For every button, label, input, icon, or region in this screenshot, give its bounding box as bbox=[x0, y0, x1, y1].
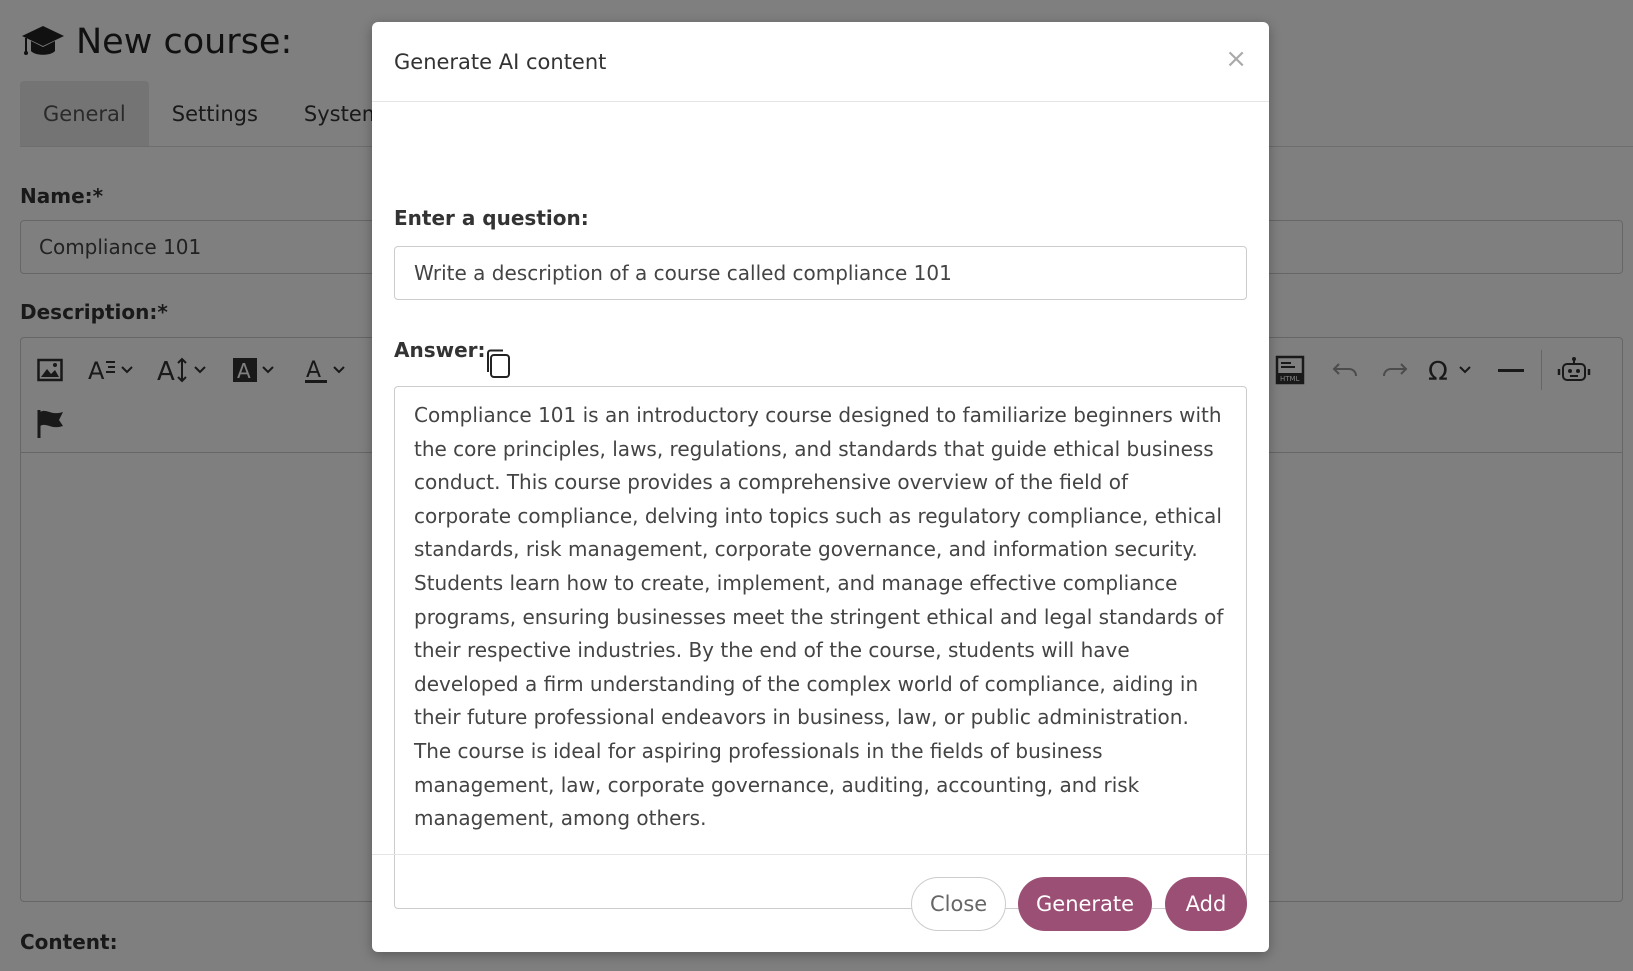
copy-icon[interactable] bbox=[483, 348, 513, 380]
question-input[interactable] bbox=[394, 246, 1247, 300]
close-button[interactable]: Close bbox=[911, 877, 1006, 931]
close-icon[interactable]: × bbox=[1225, 44, 1247, 74]
generate-ai-modal bbox=[372, 22, 1269, 952]
question-label: Enter a question: bbox=[394, 206, 589, 230]
modal-header bbox=[372, 22, 1269, 102]
modal-footer bbox=[372, 854, 1269, 952]
modal-title: Generate AI content bbox=[394, 49, 607, 74]
answer-textarea[interactable] bbox=[394, 386, 1247, 909]
modal-body bbox=[372, 102, 1269, 872]
generate-button[interactable]: Generate bbox=[1018, 877, 1152, 931]
answer-label: Answer: bbox=[394, 338, 486, 362]
add-button[interactable]: Add bbox=[1165, 877, 1247, 931]
